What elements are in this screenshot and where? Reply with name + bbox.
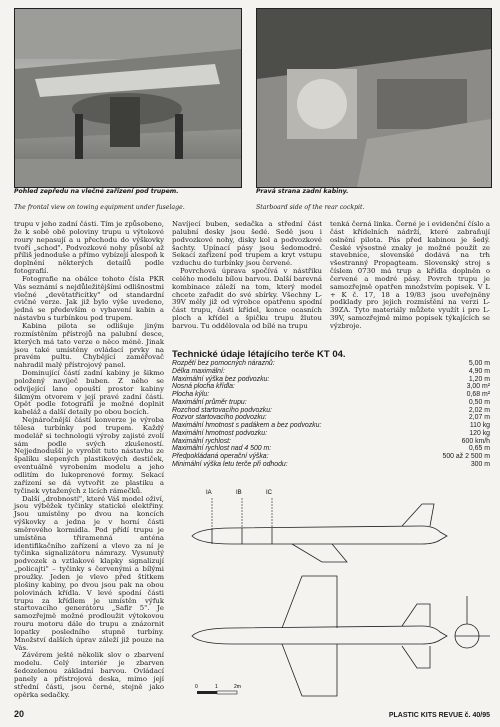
- col3-para: tenká černá linka. Černé je i evidenční číslo a část křídelních nádrží, které zabraňují oslnění pilota. Pás před kabinou je šedý. České výsostné znaky je možné použít ze stavebnice, slovenské dodává na trh všestranný Propagteam. Slovenský stroj s číslem 0730 má trup a křídla doplněn o červené a modré pásy. Povrch trupu je samozřejmě opatřen množstvím popisek. V L + K č. 17, 18 a 19/83 jsou uveřejněny podklady pro jejich rozmístění na verzi L-39ZA. Tyto materiály můžete využít i pro L- 39V, samozřejmě mimo popisek týkajících se výzbroje.: [330, 220, 490, 330]
- spec-value: 2,07 m: [468, 414, 490, 422]
- scale-label-0: 0: [195, 684, 198, 690]
- scale-label-1: 1: [215, 684, 218, 690]
- col1-para: Dominující částí zadní kabiny je šikmo položený navíječ buben. Z něho se odvíjející lano opouští prostor kabiny šikmým otvorem v její pravé zadní části. Opět podle fotografií je možné doplnit kabeláž a další detaily po obou bocích.: [14, 369, 164, 417]
- col1-para: Nejnáročnější částí konverze je výroba tělesa turbínky pod trupem. Každý modelář si technologii výroby zajisté zvolí sám podle svých zkušeností. Nejjednodušší je vyrobit tuto nástavbu ze špalíku slepených plastikových destiček, eventuálně vyrobením modelu a jeho odlitím do lukoprenové formy. Sekací zařízení se dá vytvořit ze plastiku a tyčinek vytažených z licích rámečků.: [14, 416, 164, 495]
- spec-value: 5,00 m: [468, 360, 490, 367]
- col1-para: trupu v jeho zadní části. Tím je způsobeno, že k sobě obě poloviny trupu u výtokové roury nepasují a u přechodu do výškovky tvoří „schod". Podvozkové nohy působí až příliš jednoduše a přímo vybízejí alespoň k doplnění některých detailů podle fotografií.: [14, 220, 164, 276]
- section-label-ic: IC: [266, 490, 272, 496]
- spec-value: 0,68 m²: [466, 391, 490, 398]
- spec-row: [172, 422, 490, 430]
- caption-left-en: The frontal view on towing equipment under fuselage.: [14, 204, 185, 211]
- caption-right-en: Starboard side of the rear cockpit.: [256, 204, 365, 211]
- spec-label: Maximální průměr trupu:: [172, 398, 247, 406]
- col2-para: Povrchová úprava spočívá v nástřiku celého modelu bílou barvou. Další barevná kombinace záleží na tom, který model chcete zařadit do své sbírky. Všechny L-39V měly již od výrobce opatřenu spodní část trupu, části křídel, konce ocasních ploch a křídel a špičku trupu žlutou barvou. Tu oddělovala od bílé na trupu: [172, 267, 322, 330]
- spec-label: Nosná plocha křídla:: [172, 383, 235, 391]
- spec-label: Plocha kýlu:: [172, 391, 210, 398]
- caption-left: [14, 188, 240, 212]
- spec-table: [172, 360, 490, 469]
- spec-value: 600 km/h: [461, 437, 490, 445]
- spec-row: [172, 391, 490, 399]
- spec-value: 300 m: [470, 460, 490, 468]
- col2-para: Navíjecí buben, sedačka a střední část palubní desky jsou šedé. Sedě jsou i podvozkové nohy, disky kol a podvozkové šachty. Upínací pásy jsou šedomodré. Sekací zařízení pod trupem a kryt vstupu vzduchu do turbínky jsou červené.: [172, 220, 322, 268]
- article-column-3: [330, 221, 490, 331]
- spec-row: [172, 360, 490, 368]
- spec-title: Technické údaje létajícího terče KT 04.: [172, 349, 346, 360]
- spec-value: 0,65 m: [468, 445, 490, 453]
- spec-value: 0,50 m: [468, 398, 490, 406]
- spec-label: Maximální rychlost nad 4 500 m:: [172, 445, 272, 453]
- spec-label: Rozpětí bez pomocných náraznů:: [172, 360, 275, 367]
- spec-label: Maximální hmotnost s padákem a bez podvozku:: [172, 422, 322, 429]
- spec-label: Minimální výška letu terče při odhodu:: [172, 460, 288, 468]
- spec-row: [172, 453, 490, 461]
- scale-label-2: 2m: [234, 684, 241, 690]
- top-view: [192, 576, 447, 696]
- col1-para: Závěrem ještě několik slov o zbarvení modelu. Celý interiér je zbarven šedozelenou základní barvou. Ovládací panely a přístrojová deska, mimo její střední části, jsou černé, stejně jako opěrka sedačky.: [14, 651, 164, 699]
- caption-left-cz: Pohled zepředu na vlečné zařízení pod trupem.: [14, 188, 179, 195]
- scale-bar: [195, 684, 241, 694]
- spec-row: [172, 461, 490, 469]
- spec-row: [172, 438, 490, 446]
- front-view: [455, 596, 490, 648]
- spec-row: [172, 414, 490, 422]
- photo-towing-equipment: [14, 8, 242, 188]
- spec-value: 2,02 m: [468, 406, 490, 414]
- spec-label: Maximální výška bez podvozku:: [172, 375, 270, 383]
- dimension-lines: [212, 498, 272, 528]
- spec-row: [172, 407, 490, 415]
- spec-value: 3,00 m²: [466, 383, 490, 391]
- spec-label: Rozchod startovacího podvozku:: [172, 406, 272, 414]
- spec-value: 4,90 m: [468, 367, 490, 375]
- article-column-2: [172, 221, 322, 331]
- spec-label: Rozvor startovacího podvozku:: [172, 414, 267, 422]
- col1-para: Fotografie na obálce tohoto čísla PKR Vás seznámí s nejdůležitějšími odlišnostmi vlečné „devětatřicítky" od standardní cvičné verze. Jak již bylo výše uvedeno, jedná se především o vybavení kabin a nástavbu s turbínkou pod trupem.: [14, 274, 164, 323]
- spec-label: Délka maximální:: [172, 367, 225, 375]
- section-label-ia: IA: [206, 490, 212, 496]
- photo-cockpit-image: [257, 9, 491, 187]
- spec-value: 1,20 m: [468, 375, 490, 383]
- spec-label: Maximální hmotnost podvozku:: [172, 429, 267, 437]
- spec-value: 500 až 2 500 m: [442, 453, 490, 460]
- article-column-1: [14, 221, 164, 699]
- caption-right-cz: Pravá strana zadní kabiny.: [256, 188, 349, 195]
- col1-para: Kabina pilota se odlišuje jiným rozmístěním přístrojů na palubní desce, kterých má tato verze o něco méně. Jinak jsou také umístěny ovládací prvky na pravém pultu. Chybějící zaměřovač nahradil malý přístrojový panel.: [14, 321, 164, 370]
- spec-row: [172, 368, 490, 376]
- spec-label: Maximální rychlost:: [172, 437, 231, 445]
- section-label-ib: IB: [236, 490, 242, 496]
- spec-row: [172, 445, 490, 453]
- spec-label: Předpokládaná operační výška:: [172, 453, 269, 460]
- caption-right: [256, 188, 490, 212]
- photo-rear-cockpit: [256, 8, 492, 188]
- spec-value: 120 kg: [469, 429, 490, 437]
- spec-row: [172, 399, 490, 407]
- spec-value: 110 kg: [469, 422, 490, 429]
- side-view: [192, 504, 447, 562]
- photo-towing-image: [15, 9, 241, 187]
- spec-row: [172, 383, 490, 391]
- target-drone-drawing: [172, 476, 490, 708]
- footer-title: PLASTIC KITS REVUE č. 40/95: [388, 712, 490, 719]
- spec-row: [172, 430, 490, 438]
- spec-row: [172, 376, 490, 384]
- page-number: 20: [14, 709, 25, 719]
- col1-para: Další „drobností", které Váš model oživí, jsou výběžek tyčinky statické elektřiny. Jsou umístěny po dvou na koncích výškovky a jedna je v horní části směrového kormidla. Pod přídí trupu je umístěna třiramenná anténa identifikačního zařízení a vlevo za ní je tyčinka signalizátoru námrazy. Vysunutý podvozek a vztlakové klapky signalizují „policajti" – tyčinky s červenými a bílými proužky. Jeden je vlevo před štítkem plošiny kabiny, po dvou jsou pak na obou polovinách křídla. V levé spodní části trupu za křídlem je umístěn výfuk startovacího generátoru „Safir 5". Je samozřejmě možné prodloužit výtokovou rouru motoru dále do trupu a znázornit lopatky posledního stupně turbíny. Množství dalších úprav záleží již pouze na Vás.: [14, 494, 164, 652]
